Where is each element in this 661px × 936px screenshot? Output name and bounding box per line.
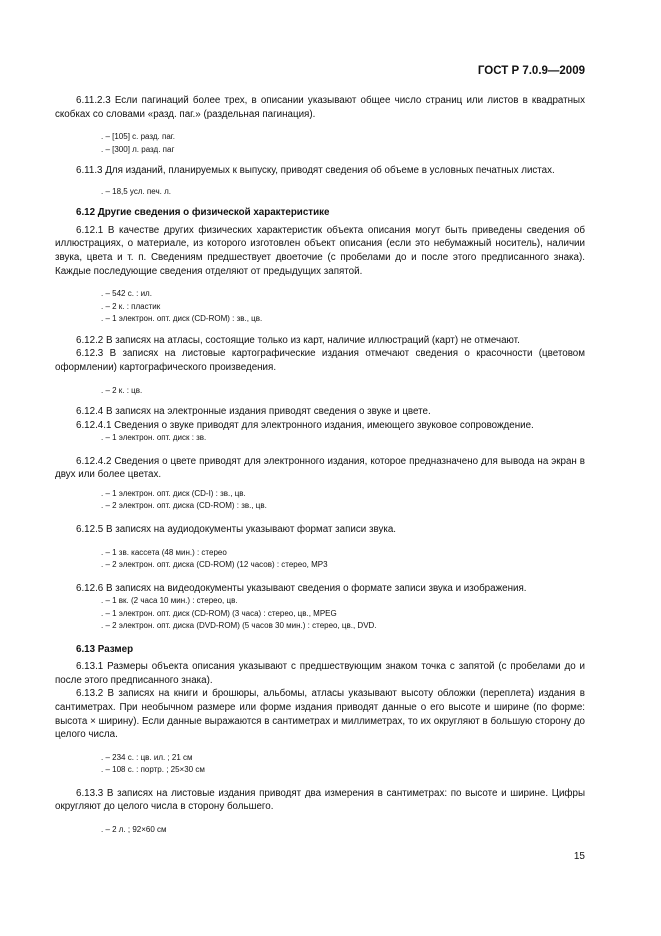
example-line: . – 542 с. : ил. [101, 289, 152, 299]
example-line: . – 1 электрон. опт. диск (CD-I) : зв., цв. [101, 488, 246, 498]
example-line: . – 2 л. ; 92×60 см [101, 824, 167, 834]
example-line: . – 2 к. : пластик [101, 301, 161, 311]
paragraph-6-12-2: 6.12.2 В записях на атласы, состоящие только из карт, наличие иллюстраций (карт) не отмечают. [76, 334, 520, 346]
paragraph-6-13-3: 6.13.3 В записях на листовые издания приводят два измерения в сантиметрах: по высоте и ширине. Цифры округляют до целого числа в сторону большего. [55, 787, 585, 813]
paragraph-6-12-6: 6.12.6 В записях на видеодокументы указывают сведения о формате записи звука и изображения. [76, 582, 527, 594]
standard-header: ГОСТ Р 7.0.9—2009 [477, 65, 585, 77]
example-line: . – 234 с. : цв. ил. ; 21 см [101, 752, 193, 762]
paragraph-6-12-4-2: 6.12.4.2 Сведения о цвете приводят для электронного издания, которое предназначено для вывода на экран в двух или более цветах. [55, 455, 585, 481]
section-heading-6-12: 6.12 Другие сведения о физической характеристике [76, 207, 330, 219]
document-body [55, 94, 585, 836]
example-line: . – 2 электрон. опт. диска (CD-ROM) : зв., цв. [101, 501, 267, 511]
example-line: . – [105] с. разд. паг. [101, 132, 175, 142]
paragraph-6-13-2: 6.13.2 В записях на книги и брошюры, альбомы, атласы указывают высоту обложки (переплета) издания в сантиметрах. При необычном размере или форме издания приводят данные о его высоте и ширине (по форме: высота × ширину). Если данные выражаются в сантиметрах и миллиметрах, то их округляют в большую сторону до целого числа. [55, 688, 585, 741]
paragraph-6-12-5: 6.12.5 В записях на аудиодокументы указывают формат записи звука. [76, 523, 397, 535]
example-line: . – 18,5 усл. печ. л. [101, 186, 171, 196]
example-line: . – 2 к. : цв. [101, 385, 143, 395]
example-line: . – 1 электрон. опт. диск (CD-ROM) (3 часа) : стерео, цв., MPEG [101, 608, 337, 618]
example-line: . – 108 с. : портр. ; 25×30 см [101, 765, 205, 775]
example-line: . – 2 электрон. опт. диска (CD-ROM) (12 часов) : стерео, MP3 [101, 560, 328, 569]
paragraph-6-11-3: 6.11.3 Для изданий, планируемых к выпуску, приводят сведения об объеме в условных печатных листах. [76, 165, 555, 177]
section-heading-6-13: 6.13 Размер [76, 643, 134, 655]
example-line: . – 1 вк. (2 часа 10 мин.) : стерео, цв. [101, 596, 238, 606]
page-number: 15 [573, 851, 585, 862]
example-line: . – 1 электрон. опт. диск : зв. [101, 433, 207, 443]
paragraph-6-12-3: 6.12.3 В записях на листовые картографические издания отмечают сведения о красочности (цветовом оформлении) картографического произведения. [55, 348, 585, 373]
paragraph-6-13-1: 6.13.1 Размеры объекта описания указывают с предшествующим знаком точка с запятой (с пробелами до и после этого предписанного знака). [55, 661, 585, 686]
example-line: . – 1 зв. кассета (48 мин.) : стерео [101, 547, 227, 557]
example-line: . – [300] л. разд. паг [101, 144, 175, 154]
paragraph-6-12-1: 6.12.1 В качестве других физических характеристик объекта описания могут быть приведены сведения об иллюстрациях, о материале, из которого изготовлен объект описания (если это небумажный носитель), наличии звука, цвета и т. п. Сведениям предшествует двоеточие (с пробелами до и после этого предписанного знака). Каждые последующие сведения отделяют от предыдущих запятой. [55, 224, 585, 277]
example-line: . – 2 электрон. опт. диска (DVD-ROM) (5 часов 30 мин.) : стерео, цв., DVD. [101, 621, 377, 631]
paragraph-6-12-4: 6.12.4 В записях на электронные издания приводят сведения о звуке и цвете. [76, 406, 431, 418]
example-line: . – 1 электрон. опт. диск (CD-ROM) : зв., цв. [101, 314, 263, 324]
paragraph-6-12-4-1: 6.12.4.1 Сведения о звуке приводят для электронного издания, имеющего звуковое сопровождение. [76, 419, 534, 431]
paragraph-6-11-2-3: 6.11.2.3 Если пагинаций более трех, в описании указывают общее число страниц или листов в квадратных скобках со словами «разд. паг.» (раздельная пагинация). [55, 95, 585, 120]
